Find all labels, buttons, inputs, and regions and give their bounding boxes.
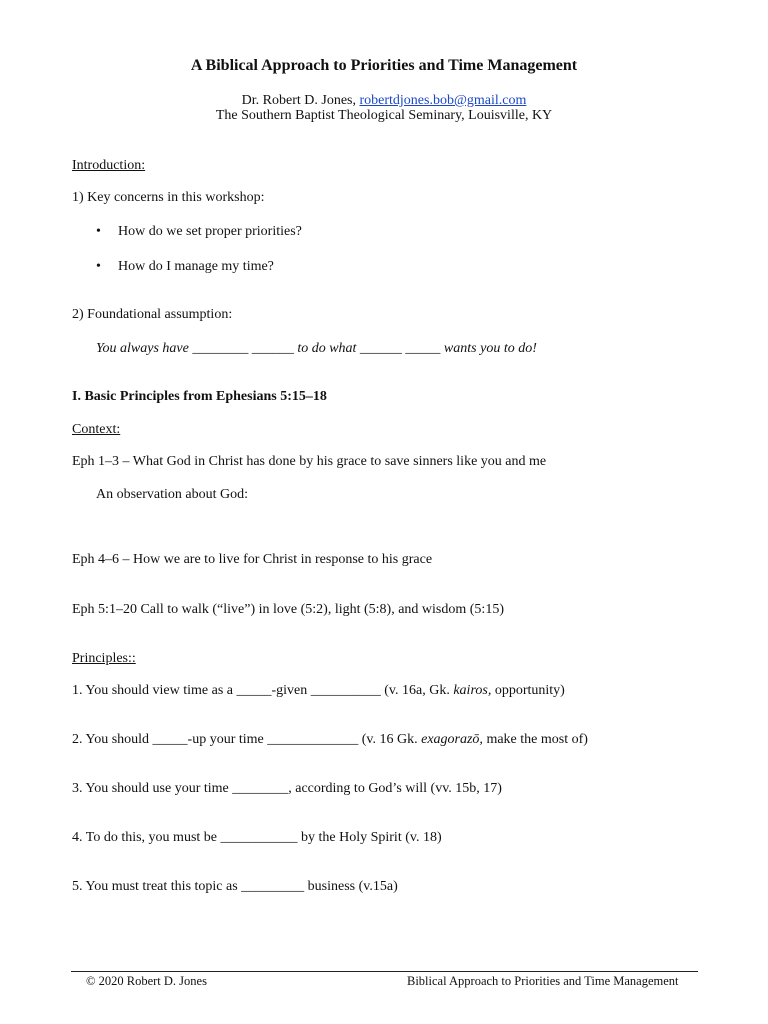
bullet-item: How do I manage my time? [118,259,274,274]
principle-text: 2. You should _____-up your time _____________ (v. 16 Gk. [72,732,422,747]
principle-2 [72,732,588,748]
eph-4-6-line: Eph 4–6 – How we are to live for Christ in response to his grace [72,552,433,567]
principle-3: 3. You should use your time ________, according to God’s will (vv. 15b, 17) [72,781,502,796]
greek-term: exagorazō, [421,732,483,747]
institution: The Southern Baptist Theological Seminary, Louisville, KY [215,108,553,123]
bullet-icon: • [96,224,101,239]
principles-label: Principles:: [72,651,136,666]
bullet-item: How do we set proper priorities? [118,224,302,239]
footer-copyright: © 2020 Robert D. Jones [86,974,207,988]
principle-4: 4. To do this, you must be ___________ by the Holy Spirit (v. 18) [72,830,442,845]
document-title: A Biblical Approach to Priorities and Time Management [190,57,578,74]
principle-text: opportunity) [491,683,565,698]
key-concerns-label: 1) Key concerns in this workshop: [72,190,265,205]
greek-term: kairos, [453,683,492,698]
principle-1 [72,683,565,699]
author-name: Dr. Robert D. Jones, [241,93,360,108]
bullet-icon: • [96,259,101,274]
footer-divider [71,971,698,972]
intro-heading: Introduction: [72,158,146,173]
footer-title: Biblical Approach to Priorities and Time Management [407,974,679,988]
assumption-label: 2) Foundational assumption: [72,307,233,322]
principle-5: 5. You must treat this topic as _________ business (v.15a) [72,879,398,894]
observation-line: An observation about God: [96,487,249,502]
section-heading: I. Basic Principles from Ephesians 5:15–18 [72,389,327,404]
principle-text: make the most of) [482,732,588,747]
author-email-link[interactable]: robertdjones.bob@gmail.com [359,93,527,108]
author-line [0,93,768,109]
eph-1-3-line: Eph 1–3 – What God in Christ has done by his grace to save sinners like you and me [72,454,547,469]
principle-text: 1. You should view time as a _____-given __________ (v. 16a, Gk. [72,683,454,698]
context-label: Context: [72,422,121,437]
eph-5-line: Eph 5:1–20 Call to walk (“live”) in love (5:2), light (5:8), and wisdom (5:15) [72,602,504,617]
assumption-statement: You always have ________ ______ to do what ______ _____ wants you to do! [96,341,537,356]
